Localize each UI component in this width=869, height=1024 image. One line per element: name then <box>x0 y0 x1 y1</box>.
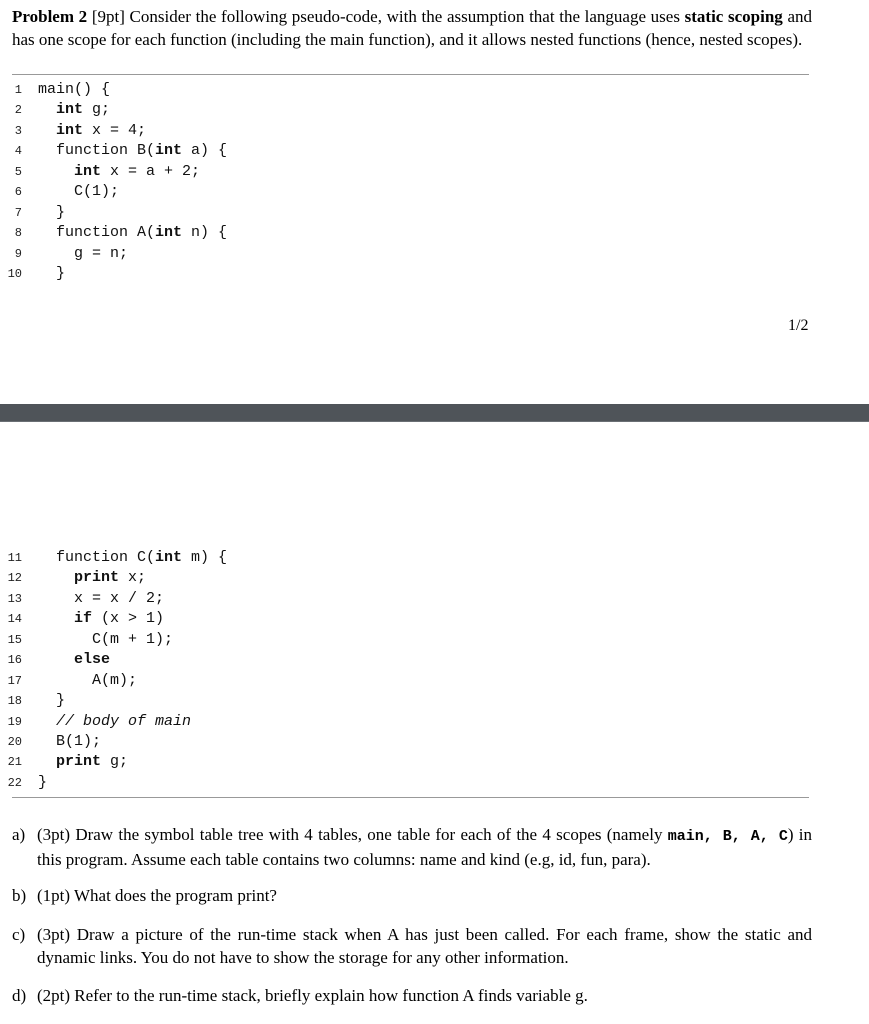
line-number: 12 <box>7 571 22 586</box>
page-number: 1/2 <box>788 317 809 334</box>
question-c <box>12 923 812 969</box>
question-d-text: (2pt) Refer to the run-time stack, briefly explain how function A finds variable g. <box>37 986 588 1005</box>
code-text: int x = a + 2; <box>74 162 201 180</box>
question-b-text: (1pt) What does the program print? <box>37 886 277 905</box>
line-number: 9 <box>14 246 22 261</box>
line-number: 21 <box>7 755 22 770</box>
question-a-scopes: main, B, A, C <box>667 828 788 845</box>
line-number: 5 <box>14 164 22 179</box>
line-number: 17 <box>7 673 22 688</box>
line-number: 7 <box>14 205 22 220</box>
problem-intro <box>12 5 812 51</box>
intro-text-2: and has one scope for each function (including the main function), and it allows nested functions (hence, nested scopes). <box>12 7 813 49</box>
line-number: 1 <box>14 83 22 97</box>
code-text: g = n; <box>38 244 129 262</box>
code-text: if (x > 1) <box>74 610 165 628</box>
code-text: print x; <box>74 569 147 587</box>
line-number: 22 <box>7 775 22 790</box>
question-a-label: a) <box>12 825 26 844</box>
line-number: 2 <box>14 103 22 118</box>
code-text: int x = 4; <box>56 121 147 139</box>
code-text: A(m); <box>38 671 138 689</box>
page-separator-band <box>0 404 869 422</box>
code-text: function B(int a) { <box>38 142 228 160</box>
line-number: 4 <box>14 144 22 159</box>
question-c-text: (3pt) Draw a picture of the run-time stack when A has just been called. For each frame, show the static and dynamic links. You do not have to show the storage for any other information. <box>37 925 812 967</box>
line-number: 14 <box>7 612 22 627</box>
code-text: C(1); <box>38 183 120 201</box>
code-text: // body of main <box>56 712 192 730</box>
line-number: 20 <box>7 734 22 749</box>
code-text: B(1); <box>38 732 102 750</box>
line-number: 11 <box>7 551 22 565</box>
question-b <box>12 884 812 907</box>
question-a-text <box>37 823 812 871</box>
code-text: function A(int n) { <box>38 224 228 242</box>
line-number: 16 <box>7 653 22 668</box>
intro-bold-static-scoping: static scoping <box>684 7 783 26</box>
code-text: function C(int m) { <box>38 549 228 566</box>
line-number: 10 <box>7 266 22 281</box>
intro-text-1: Consider the following pseudo-code, with the assumption that the language uses <box>124 7 685 26</box>
code-text: } <box>38 264 66 282</box>
code-text: else <box>74 651 111 669</box>
code-text: } <box>38 773 48 791</box>
question-a-text-2: ) in this program. Assume each table contains two columns: name and kind (e.g, id, fun, para). <box>37 825 813 869</box>
code-text: main() { <box>38 81 111 98</box>
line-number: 13 <box>7 591 22 606</box>
problem-points: [9pt] <box>91 7 125 26</box>
line-number: 8 <box>14 226 22 241</box>
line-number: 18 <box>7 694 22 709</box>
code-text: C(m + 1); <box>38 630 174 648</box>
line-number: 15 <box>7 632 22 647</box>
code-text: print g; <box>56 753 129 771</box>
code-text: int g; <box>56 101 111 119</box>
code-text: } <box>38 203 66 221</box>
question-d-label: d) <box>12 986 27 1005</box>
top-divider <box>12 74 809 75</box>
bottom-divider <box>12 797 809 798</box>
line-number: 6 <box>14 185 22 200</box>
line-number: 3 <box>14 123 22 138</box>
code-text: } <box>38 692 66 710</box>
question-a-text-1: (3pt) Draw the symbol table tree with 4 tables, one table for each of the 4 scopes (namely <box>37 825 668 844</box>
line-number: 19 <box>7 714 22 729</box>
question-c-label: c) <box>12 925 26 944</box>
problem-label: Problem 2 <box>12 7 88 26</box>
code-text: x = x / 2; <box>38 589 165 607</box>
question-b-label: b) <box>12 886 27 905</box>
question-a <box>12 823 812 871</box>
question-d <box>12 984 812 1007</box>
